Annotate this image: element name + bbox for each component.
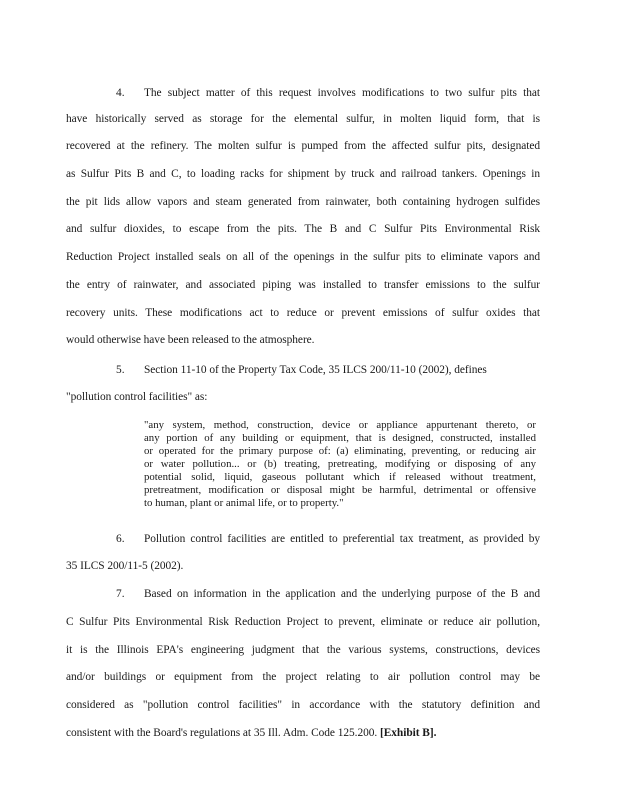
paragraph-5-line: "pollution control facilities" as:: [66, 391, 208, 403]
paragraph-4-number: 4.: [116, 87, 125, 99]
paragraph-7-line: considered as "pollution control facilities" in accordance with the statutory definition and: [66, 699, 540, 711]
quote-line: or water pollution... or (b) treating, pretreating, modifying or disposing of any: [144, 458, 536, 470]
paragraph-7-number: 7.: [116, 588, 125, 600]
quote-line: any portion of any building or equipment, that is designed, constructed, installed: [144, 432, 536, 444]
paragraph-4-line: as Sulfur Pits B and C, to loading racks for shipment by truck and railroad tankers. Openings in: [66, 168, 540, 180]
paragraph-7-line: and/or buildings or equipment from the project relating to air pollution control may be: [66, 671, 540, 683]
paragraph-7-last-line: [66, 726, 436, 740]
paragraph-7-first-line: Based on information in the application and the underlying purpose of the B and: [144, 588, 540, 600]
quote-line: potential solid, liquid, gaseous pollutant which if released without treatment,: [144, 471, 536, 483]
quote-line: or operated for the primary purpose of: (a) eliminating, preventing, or reducing air: [144, 445, 536, 457]
paragraph-4-line: have historically served as storage for the elemental sulfur, in molten liquid form, that is: [66, 113, 540, 125]
quote-line: "any system, method, construction, device or appliance appurtenant thereto, or: [144, 419, 536, 431]
paragraph-6-number: 6.: [116, 533, 125, 545]
paragraph-4-line: the pit lids allow vapors and steam generated from rainwater, both containing hydrogen sulfides: [66, 196, 540, 208]
paragraph-4-line: recovery units. These modifications act to reduce or prevent emissions of sulfur oxides that: [66, 307, 540, 319]
paragraph-4-line: would otherwise have been released to the atmosphere.: [66, 334, 315, 346]
paragraph-4-line: Reduction Project installed seals on all of the openings in the sulfur pits to eliminate vapors and: [66, 251, 540, 263]
paragraph-4-line: the entry of rainwater, and associated piping was installed to transfer emissions to the sulfur: [66, 279, 540, 291]
quote-line: pretreatment, modification or disposal might be harmful, detrimental or offensive: [144, 484, 536, 496]
paragraph-7-line: it is the Illinois EPA's engineering judgment that the various systems, constructions, devices: [66, 644, 540, 656]
paragraph-5-number: 5.: [116, 364, 125, 376]
paragraph-7-line: C Sulfur Pits Environmental Risk Reduction Project to prevent, eliminate or reduce air pollution,: [66, 616, 540, 628]
paragraph-6-line: 35 ILCS 200/11-5 (2002).: [66, 560, 184, 572]
paragraph-4-first-line: The subject matter of this request involves modifications to two sulfur pits that: [144, 87, 540, 99]
quote-line: to human, plant or animal life, or to property.": [144, 497, 344, 509]
paragraph-4-line: recovered at the refinery. The molten sulfur is pumped from the affected sulfur pits, designated: [66, 140, 540, 152]
exhibit-reference: [Exhibit B].: [380, 727, 437, 739]
paragraph-4-line: and sulfur dioxides, to escape from the pits. The B and C Sulfur Pits Environmental Risk: [66, 223, 540, 235]
paragraph-5-first-line: Section 11-10 of the Property Tax Code, 35 ILCS 200/11-10 (2002), defines: [144, 364, 487, 376]
paragraph-6-first-line: Pollution control facilities are entitled to preferential tax treatment, as provided by: [144, 533, 540, 545]
paragraph-7-line: consistent with the Board's regulations at 35 Ill. Adm. Code 125.200.: [66, 727, 378, 739]
